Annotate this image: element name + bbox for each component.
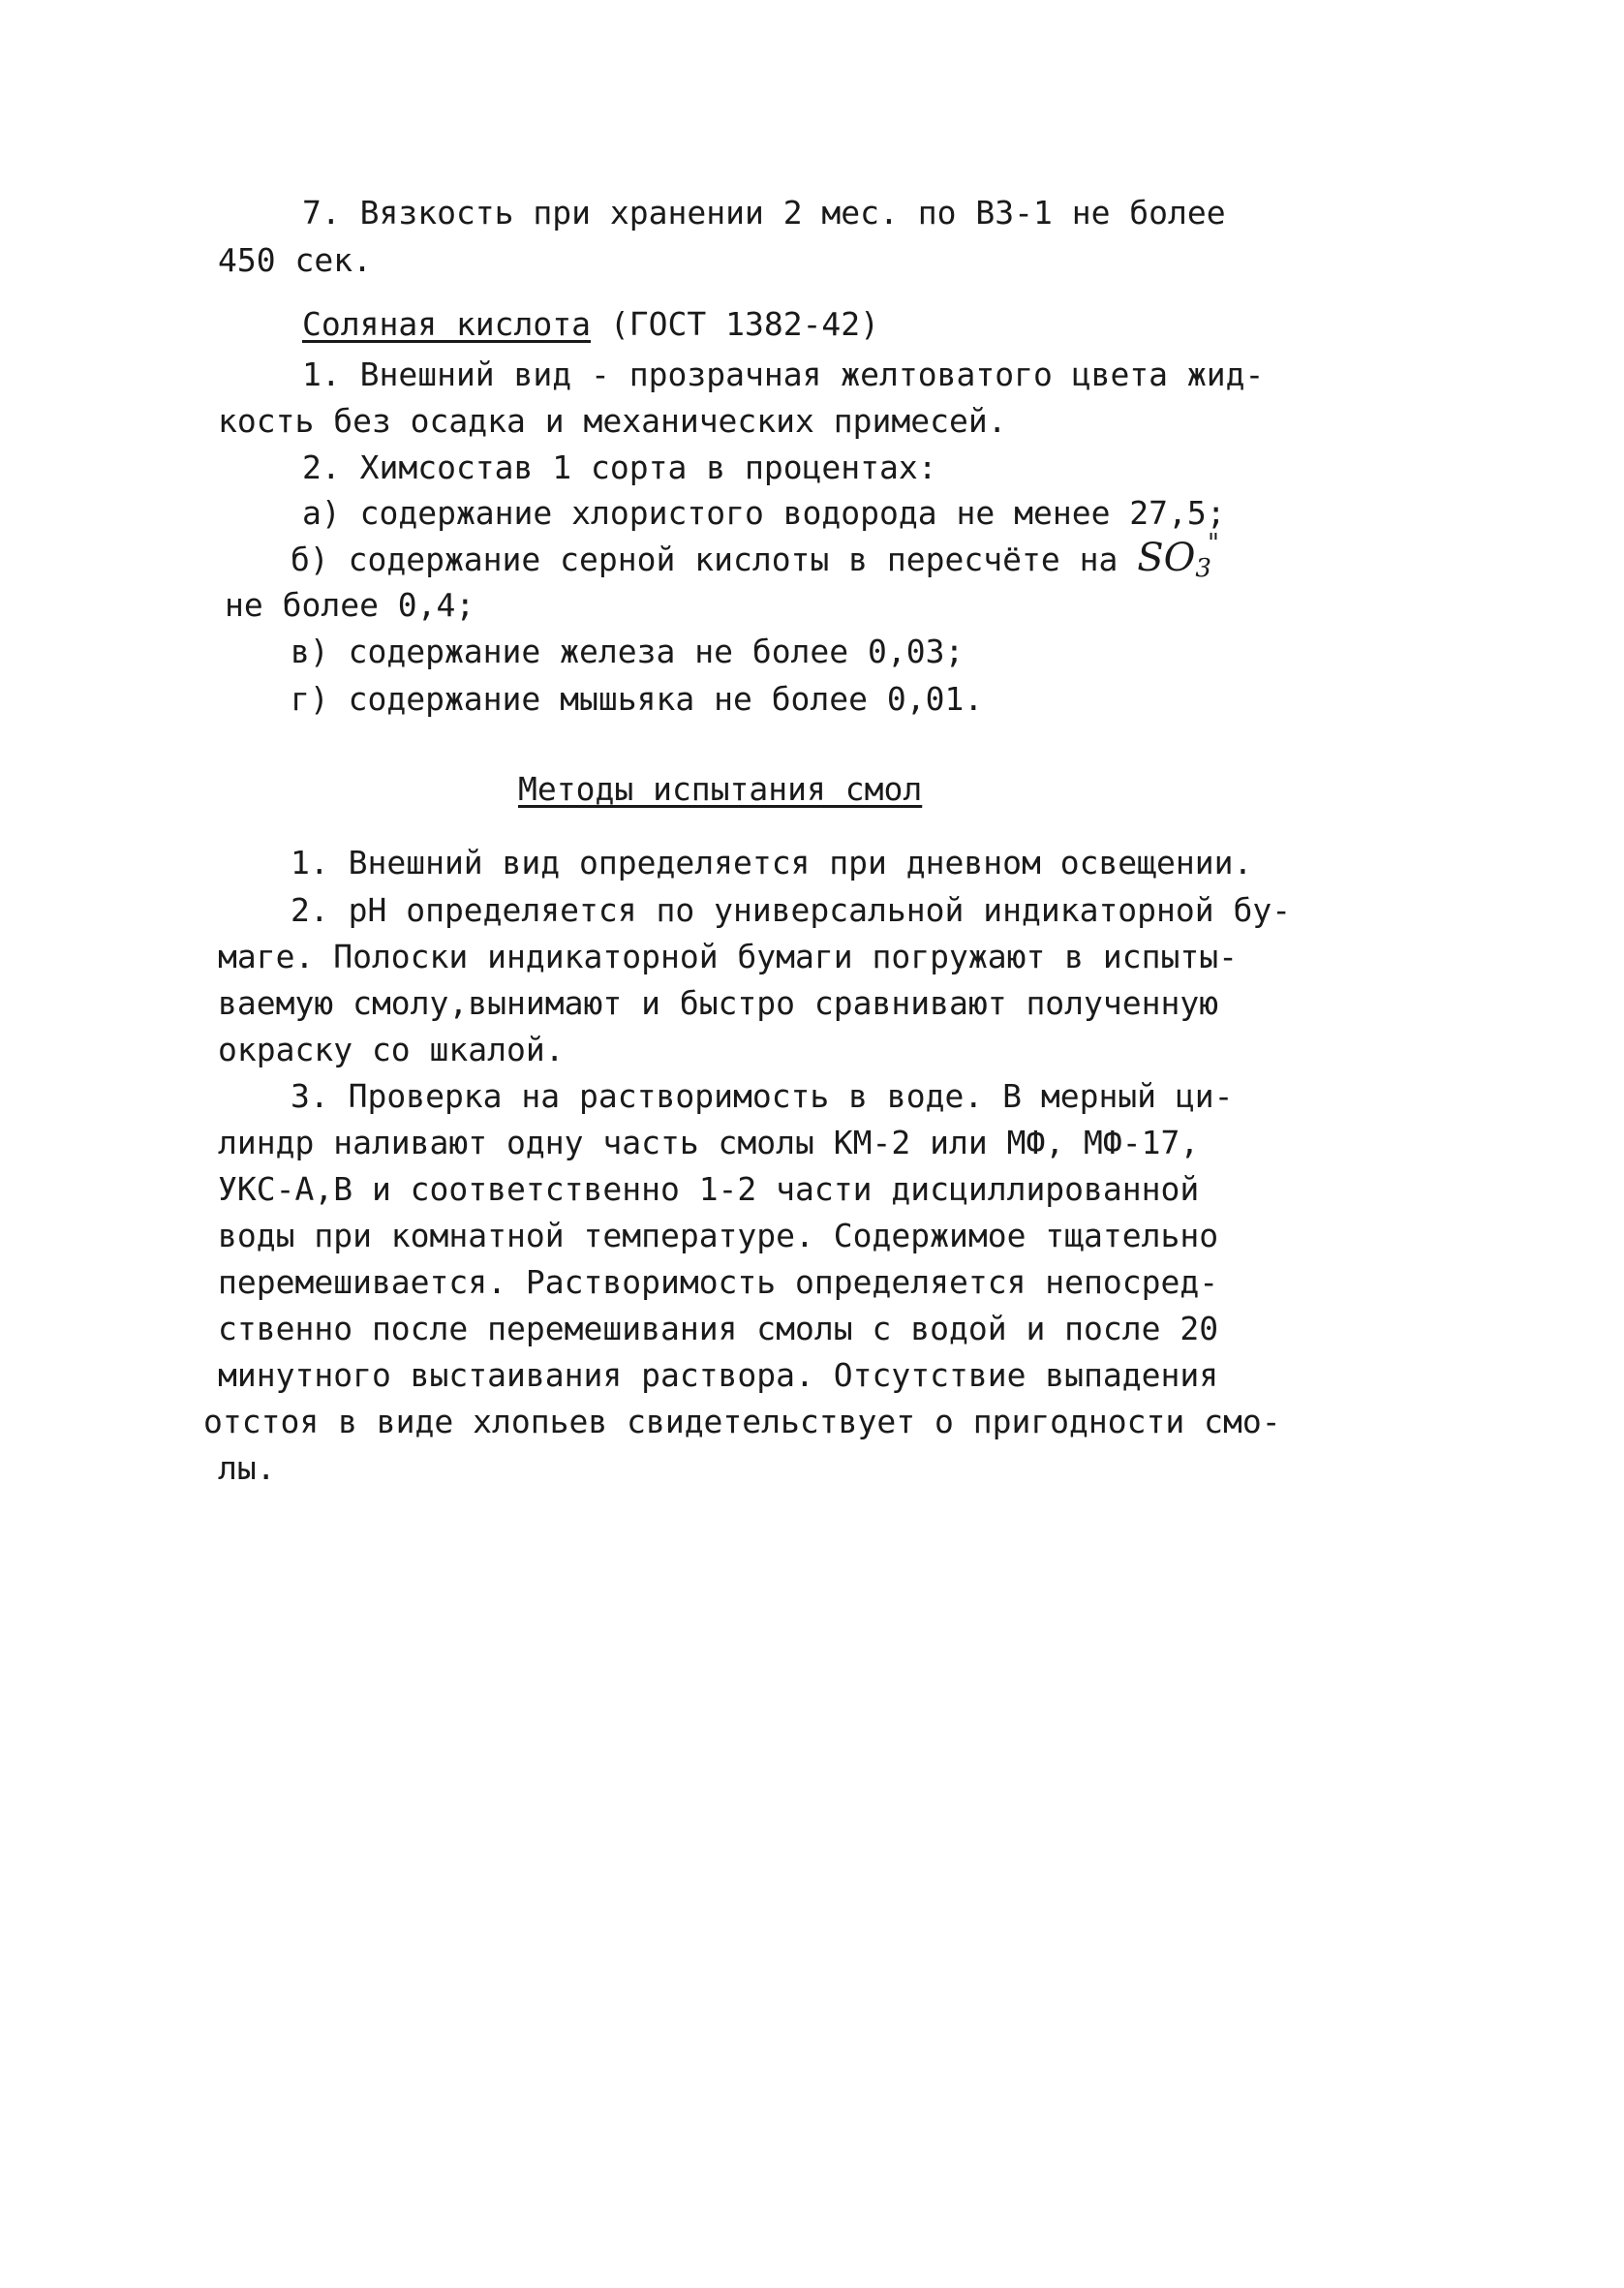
hcl-item-v: в) содержание железа не более 0,03; <box>291 633 965 670</box>
methods-item3-line-4: воды при комнатной температуре. Содержимое тщательно <box>218 1217 1219 1254</box>
methods-item2-line-2: маге. Полоски индикаторной бумаги погружают в испыты- <box>218 938 1238 975</box>
hcl-item-a: а) содержание хлористого водорода не менее 27,5; <box>302 494 1226 532</box>
hcl-item2: 2. Химсостав 1 сорта в процентах: <box>302 448 937 486</box>
hcl-item1-line-1: 1. Внешний вид - прозрачная желтоватого цвета жид- <box>302 356 1265 393</box>
hcl-gost: (ГОСТ 1382-42) <box>609 305 880 343</box>
methods-item3-line-3: УКС-А,В и соответственно 1-2 части дисциллированной <box>218 1170 1200 1208</box>
hcl-heading: Соляная кислота <box>302 305 592 343</box>
methods-item3-line-6: ственно после перемешивания смолы с водой и после 20 <box>218 1310 1219 1347</box>
methods-heading: Методы испытания смол <box>518 770 923 808</box>
methods-item3-line-9: лы. <box>218 1449 276 1487</box>
so3-quote: " <box>1207 529 1219 558</box>
hcl-item-b-line-1 <box>291 529 1219 587</box>
methods-item1: 1. Внешний вид определяется при дневном освещении. <box>291 844 1253 881</box>
viscosity-line-2: 450 сек. <box>218 241 372 279</box>
methods-item3-line-7: минутного выстаивания раствора. Отсутствие выпадения <box>218 1356 1219 1394</box>
so3-subscript: 3 <box>1195 554 1211 583</box>
methods-item2-line-3: ваемую смолу,вынимают и быстро сравнивают полученную <box>218 984 1219 1022</box>
methods-item3-line-2: линдр наливают одну часть смолы КМ-2 или МФ, МФ-17, <box>218 1124 1200 1161</box>
methods-item3-line-1: 3. Проверка на растворимость в воде. В мерный ци- <box>291 1077 1234 1115</box>
so3-formula <box>1137 529 1219 583</box>
hcl-heading-line <box>302 300 879 348</box>
hcl-item-b-text: б) содержание серной кислоты в пересчёте на <box>291 541 1118 578</box>
methods-item2-line-4: окраску со шкалой. <box>218 1031 565 1068</box>
viscosity-line-1: 7. Вязкость при хранении 2 мес. по ВЗ-1 не более <box>302 194 1226 232</box>
methods-item3-line-5: перемешивается. Растворимость определяется непосред- <box>218 1263 1219 1301</box>
so3-main: SO <box>1137 536 1196 580</box>
hcl-item-b-line-2: не более 0,4; <box>225 586 475 624</box>
methods-item3-line-8: отстоя в виде хлопьев свидетельствует о пригодности смо- <box>203 1403 1281 1440</box>
methods-item2-line-1: 2. pH определяется по универсальной индикаторной бу- <box>291 891 1292 929</box>
hcl-item1-line-2: кость без осадка и механических примесей. <box>218 402 1007 440</box>
hcl-item-g: г) содержание мышьяка не более 0,01. <box>291 680 984 718</box>
